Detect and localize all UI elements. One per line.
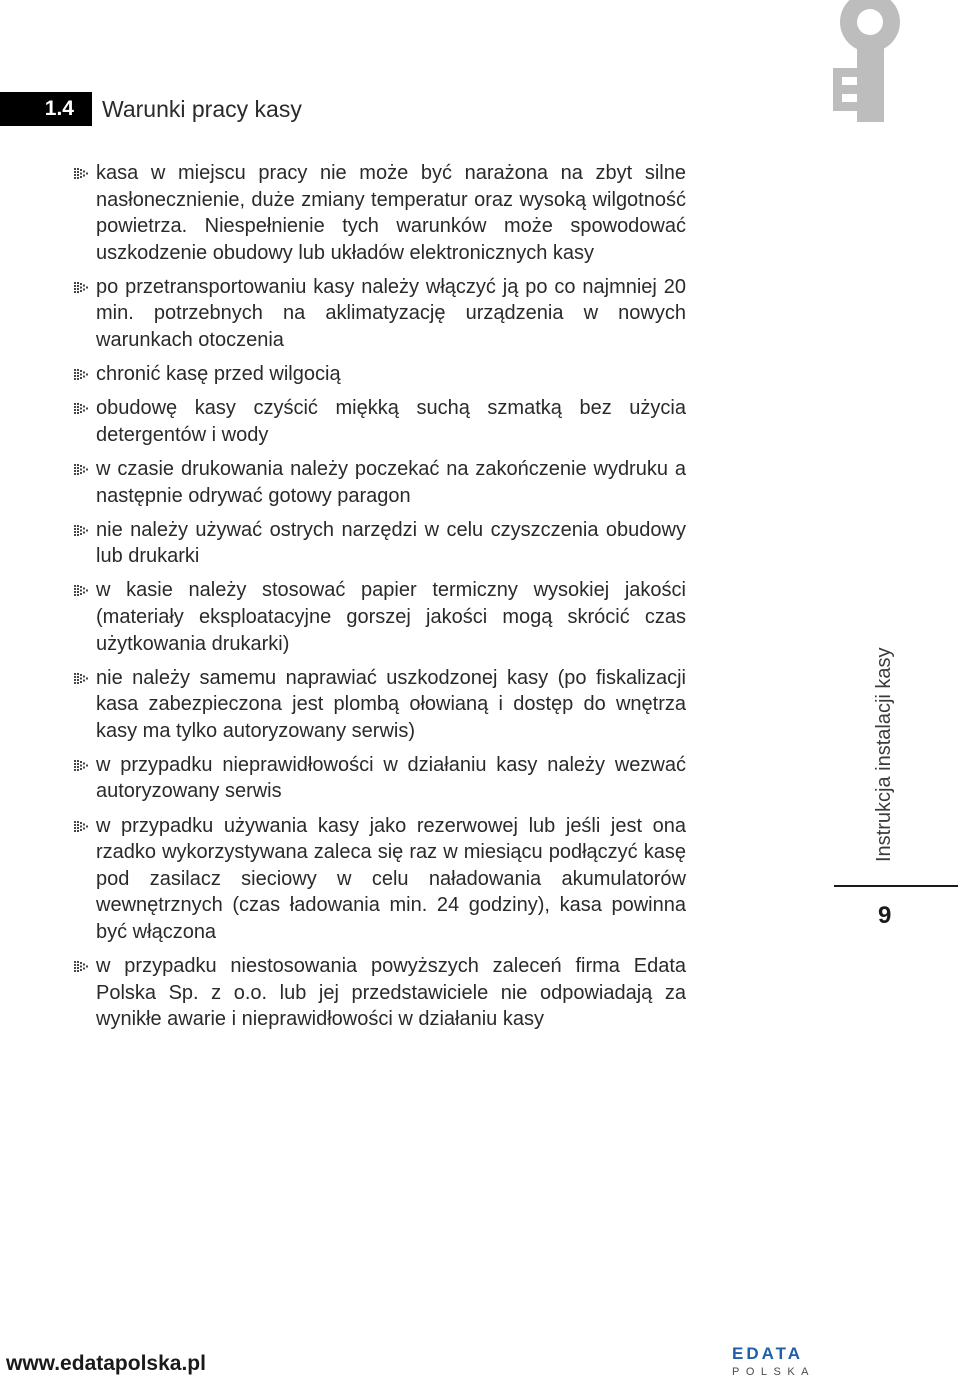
dotted-arrow-icon: [74, 760, 88, 771]
section-title: Warunki pracy kasy: [102, 95, 302, 122]
company-logo: [732, 1344, 832, 1384]
list-item: [74, 517, 686, 570]
sidebar-manual-title: Instrukcja instalacji kasy: [873, 647, 895, 862]
dotted-arrow-icon: [74, 525, 88, 536]
dotted-arrow-icon: [74, 282, 88, 293]
list-item-text: nie należy samemu naprawiać uszkodzonej kasy (po fiskalizacji kasa zabezpieczona jest plombą ołowianą i dostęp do wnętrza kasy ma tylko autoryzowany serwis): [96, 666, 686, 742]
dotted-arrow-icon: [74, 168, 88, 179]
logo-subtitle: POLSKA: [732, 1366, 816, 1378]
list-item-text: w przypadku nieprawidłowości w działaniu kasy należy wezwać autoryzowany serwis: [96, 753, 686, 803]
page-number: 9: [878, 902, 892, 929]
list-item: [74, 953, 686, 1033]
list-item: [74, 274, 686, 354]
list-item-text: kasa w miejscu pracy nie może być narażona na zbyt silne nasłonecznienie, duże zmiany temperatur oraz wysoką wilgotność powietrza. Niespełnienie tych warunków może spowodować uszkodzenie obudowy lub układów elektronicznych kasy: [96, 162, 686, 264]
list-item: [74, 456, 686, 509]
list-item-text: w czasie drukowania należy poczekać na zakończenie wydruku a następnie odrywać gotowy paragon: [96, 457, 686, 507]
list-item: [74, 361, 686, 388]
logo-wordmark: EDATA: [732, 1344, 804, 1363]
list-item: [74, 752, 686, 805]
list-item: [74, 665, 686, 745]
list-item: [74, 395, 686, 448]
list-item-text: po przetransportowaniu kasy należy włączyć ją po co najmniej 20 min. potrzebnych na aklimatyzację urządzenia w nowych warunkach otoczenia: [96, 275, 686, 352]
dotted-arrow-icon: [74, 821, 88, 832]
conditions-list: [74, 160, 686, 1040]
list-item-text: w przypadku używania kasy jako rezerwowej lub jeśli jest ona rzadko wykorzystywana zaleca się raz w miesiącu podłączyć kasę pod zasilacz sieciowy w celu naładowania akumulatorów wewnętrznych (czas ładowania min. 24 godziny), kasa powinna być włączona: [96, 814, 686, 943]
footer-website-link[interactable]: www.edatapolska.pl: [6, 1352, 206, 1375]
dotted-arrow-icon: [74, 403, 88, 414]
list-item-text: nie należy używać ostrych narzędzi w celu czyszczenia obudowy lub drukarki: [96, 518, 686, 568]
list-item: [74, 577, 686, 657]
list-item: [74, 813, 686, 946]
section-number: 1.4: [0, 92, 92, 126]
dotted-arrow-icon: [74, 585, 88, 596]
list-item-text: w kasie należy stosować papier termiczny wysokiej jakości (materiały eksploatacyjne gorszej jakości mogą skrócić czas użytkowania drukarki): [96, 579, 686, 655]
key-icon: [815, 0, 915, 125]
list-item: [74, 160, 686, 266]
dotted-arrow-icon: [74, 369, 88, 380]
list-item-text: chronić kasę przed wilgocią: [96, 363, 341, 386]
dotted-arrow-icon: [74, 961, 88, 972]
dotted-arrow-icon: [74, 464, 88, 475]
sidebar-divider: [834, 885, 958, 887]
dotted-arrow-icon: [74, 673, 88, 684]
list-item-text: w przypadku niestosowania powyższych zaleceń firma Edata Polska Sp. z o.o. lub jej przedstawiciele nie odpowiadają za wynikłe awarie i nieprawidłowości w działaniu kasy: [96, 955, 686, 1031]
section-header: [0, 92, 302, 126]
list-item-text: obudowę kasy czyścić miękką suchą szmatką bez użycia detergentów i wody: [96, 397, 686, 446]
